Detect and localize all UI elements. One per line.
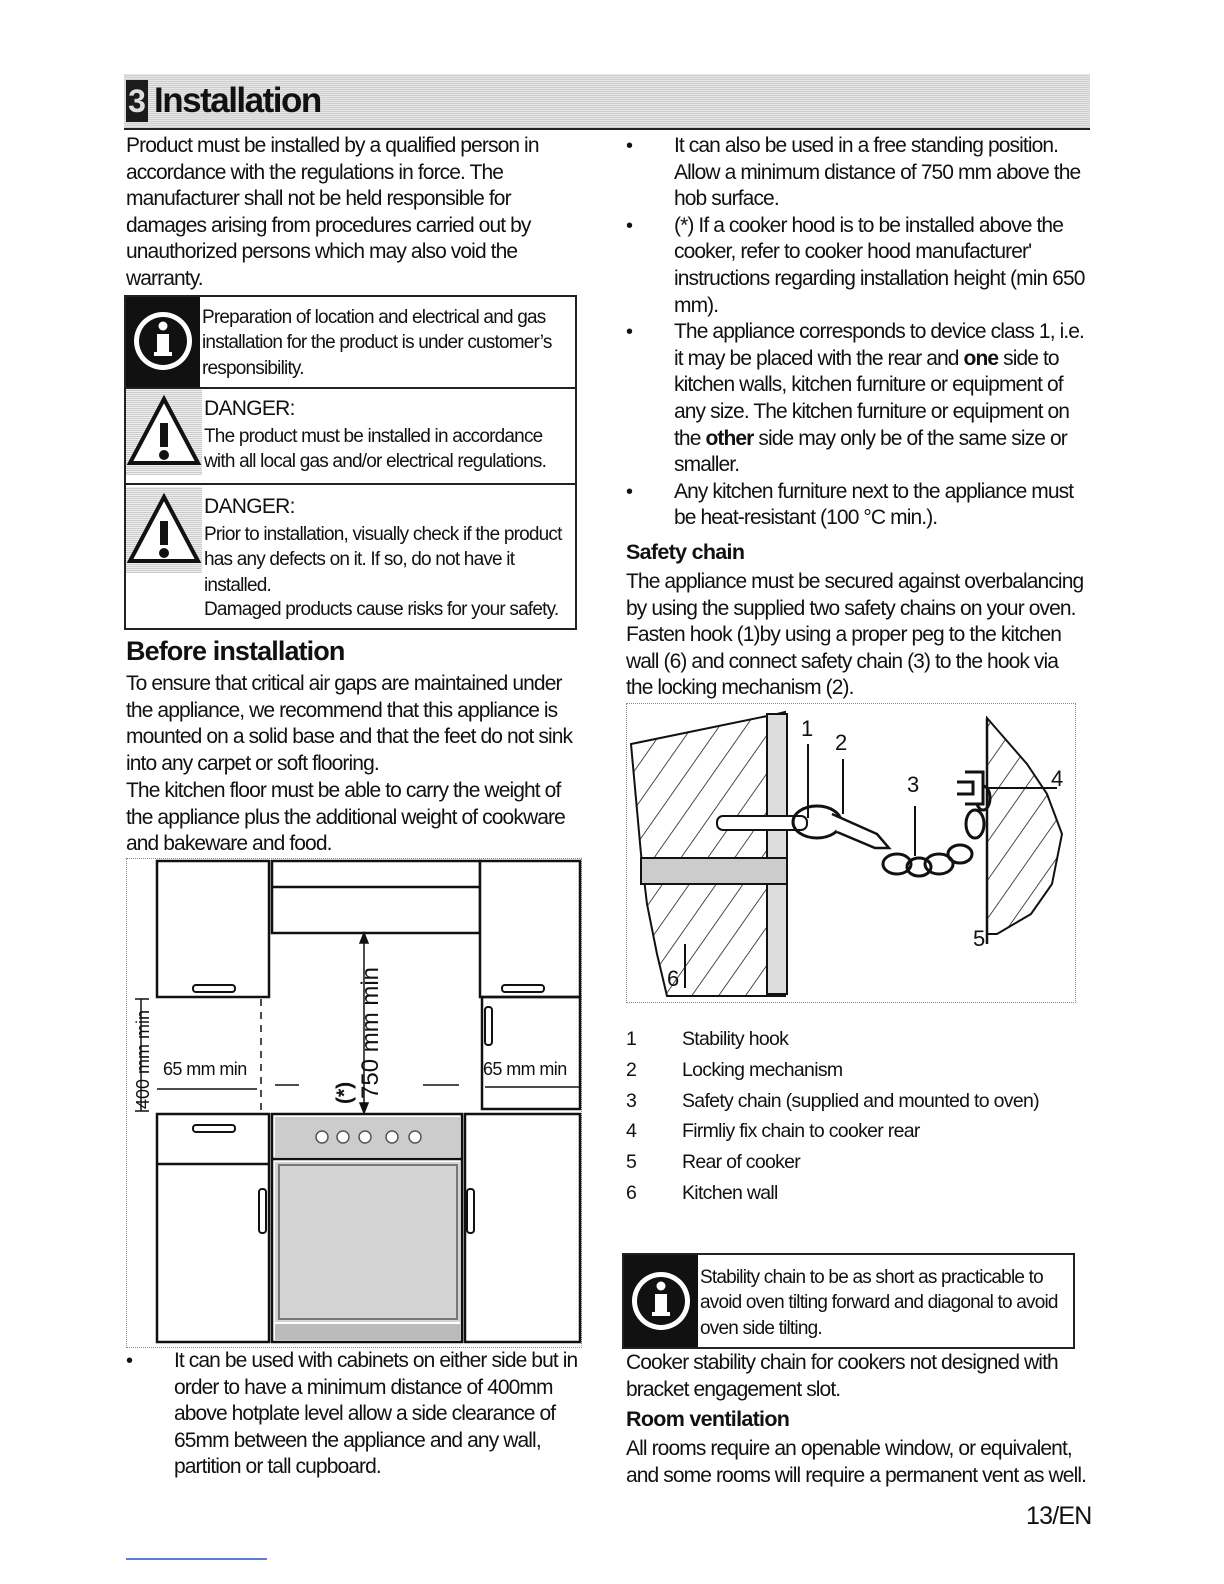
legend-item [626,1090,1039,1113]
legend-item [626,1028,788,1051]
header-divider [124,128,1090,130]
legend-text: Kitchen wall [682,1182,778,1204]
legend-text: Safety chain (supplied and mounted to oven) [682,1090,1039,1112]
bullet-device-class [626,319,1088,479]
before-paragraph-2: The kitchen floor must be able to carry the weight of the appliance plus the additional weight of cookware and bakeware and food. [126,779,565,856]
class-text-one: one [963,346,999,370]
bullet-heat-resistant: • Any kitchen furniture next to the appliance must be heat-resistant (100 °C min.). [626,479,1088,532]
info-text-chain-length: Stability chain to be as short as practicable to avoid oven tilting forward and diagonal to avoid oven side tilting. [700,1267,1058,1339]
heading-safety-chain: Safety chain [626,540,745,564]
bullet-cooker-hood: • (*) If a cooker hood is to be installed above the cooker, refer to cooker hood manufacturer' instructions regarding installation height (min 650 mm). [626,213,1088,319]
legend-item [626,1059,842,1082]
danger-title-2: DANGER: [204,495,295,518]
danger-text-1: The product must be installed in accordance with all local gas and/or electrical regulations. [204,426,547,473]
chain-label-1: 1 [801,716,814,741]
class-text-b: side to kitchen walls, kitchen furniture or equipment of any size. The kitchen furniture or equipment on the [674,346,1070,450]
info-box-chain-length [622,1253,1075,1349]
safety-chain-diagram [626,703,1076,1003]
clearance-diagram [126,858,582,1348]
dim-label-65-left: 65 mm min [163,1059,247,1079]
legend-number: 6 [626,1182,637,1204]
legend-text: Firmliy fix chain to cooker rear [682,1120,920,1142]
info-icon [126,297,200,387]
dim-label-750: 750 mm min [357,966,384,1099]
chain-label-5: 5 [973,926,986,951]
chain-label-6: 6 [667,966,680,991]
section-number: 3 [126,80,148,122]
info-text-location: Preparation of location and electrical and gas installation for the product is under customer’s responsibility. [202,307,552,379]
legend-number: 2 [626,1059,637,1081]
dim-label-750-wrap [333,949,384,1099]
class-text-a: The appliance corresponds to device class 1, i.e. it may be placed with the rear and [674,320,1084,370]
right-bullet-list [626,133,1088,532]
info-icon [624,1255,698,1347]
legend-item [626,1120,920,1143]
room-ventilation-paragraph: All rooms require an openable window, or equivalent, and some rooms will require a permanent vent as well. [626,1437,1087,1487]
danger-box-inspection [124,483,577,630]
legend-number: 1 [626,1028,637,1050]
cooker-note: Cooker stability chain for cookers not designed with bracket engagement slot. [626,1351,1058,1401]
chain-label-2: 2 [835,730,848,755]
danger-title-1: DANGER: [204,397,295,420]
page-number: 13/EN [1026,1502,1092,1530]
class-text-other: other [705,426,754,450]
danger-box-regulations [124,387,577,485]
dim-label-star: (*) [333,1081,356,1104]
legend-number: 4 [626,1120,637,1142]
class-text-c: side may only be of the same size or smaller. [674,426,1067,477]
before-paragraph-1: To ensure that critical air gaps are maintained under the appliance, we recommend that this appliance is mounted on a solid base and that the feet do not sink into any carpet or soft flooring. [126,672,573,775]
danger-text-2: Prior to installation, visually check if the product has any defects on it. If so, do not have it installed. [204,524,562,596]
bullet-free-standing: • It can also be used in a free standing position. Allow a minimum distance of 750 mm above the hob surface. [626,133,1088,213]
intro-paragraph: Product must be installed by a qualified person in accordance with the regulations in force. The manufacturer shall not be held responsible for damages arising from procedures carried out by unauthorized persons which may also void the warranty. [126,134,539,290]
legend-item [626,1151,800,1174]
chain-label-3: 3 [907,772,920,797]
legend-number: 3 [626,1090,637,1112]
danger-text-2b: Damaged products cause risks for your safety. [204,599,559,620]
legend-item [626,1182,778,1205]
safety-chain-paragraph: The appliance must be secured against overbalancing by using the supplied two safety chains on your oven. Fasten hook (1)by using a proper peg to the kitchen wall (6) and connect safety chain (3) to the hook via the locking mechanism (2). [626,570,1084,700]
legend-text: Stability hook [682,1028,789,1050]
left-bullet-list [126,1348,584,1481]
dim-label-65-right: 65 mm min [483,1059,567,1079]
section-title: Installation [154,81,321,120]
legend-text: Rear of cooker [682,1151,801,1173]
bullet-side-clearance: • It can be used with cabinets on either side but in order to have a minimum distance of 400mm above hotplate level allow a side clearance of 65mm between the appliance and any wall, partition or tall cupboard. [126,1348,584,1481]
warning-icon [126,389,202,475]
footnote-rule [126,1558,267,1560]
dim-label-400: 400 mm min [133,1009,153,1109]
chain-label-4: 4 [1051,766,1064,791]
heading-room-ventilation: Room ventilation [626,1407,790,1431]
legend-text: Locking mechanism [682,1059,843,1081]
legend-number: 5 [626,1151,637,1173]
heading-before-installation: Before installation [126,636,345,666]
warning-icon [126,487,202,573]
info-box-location [124,295,577,389]
